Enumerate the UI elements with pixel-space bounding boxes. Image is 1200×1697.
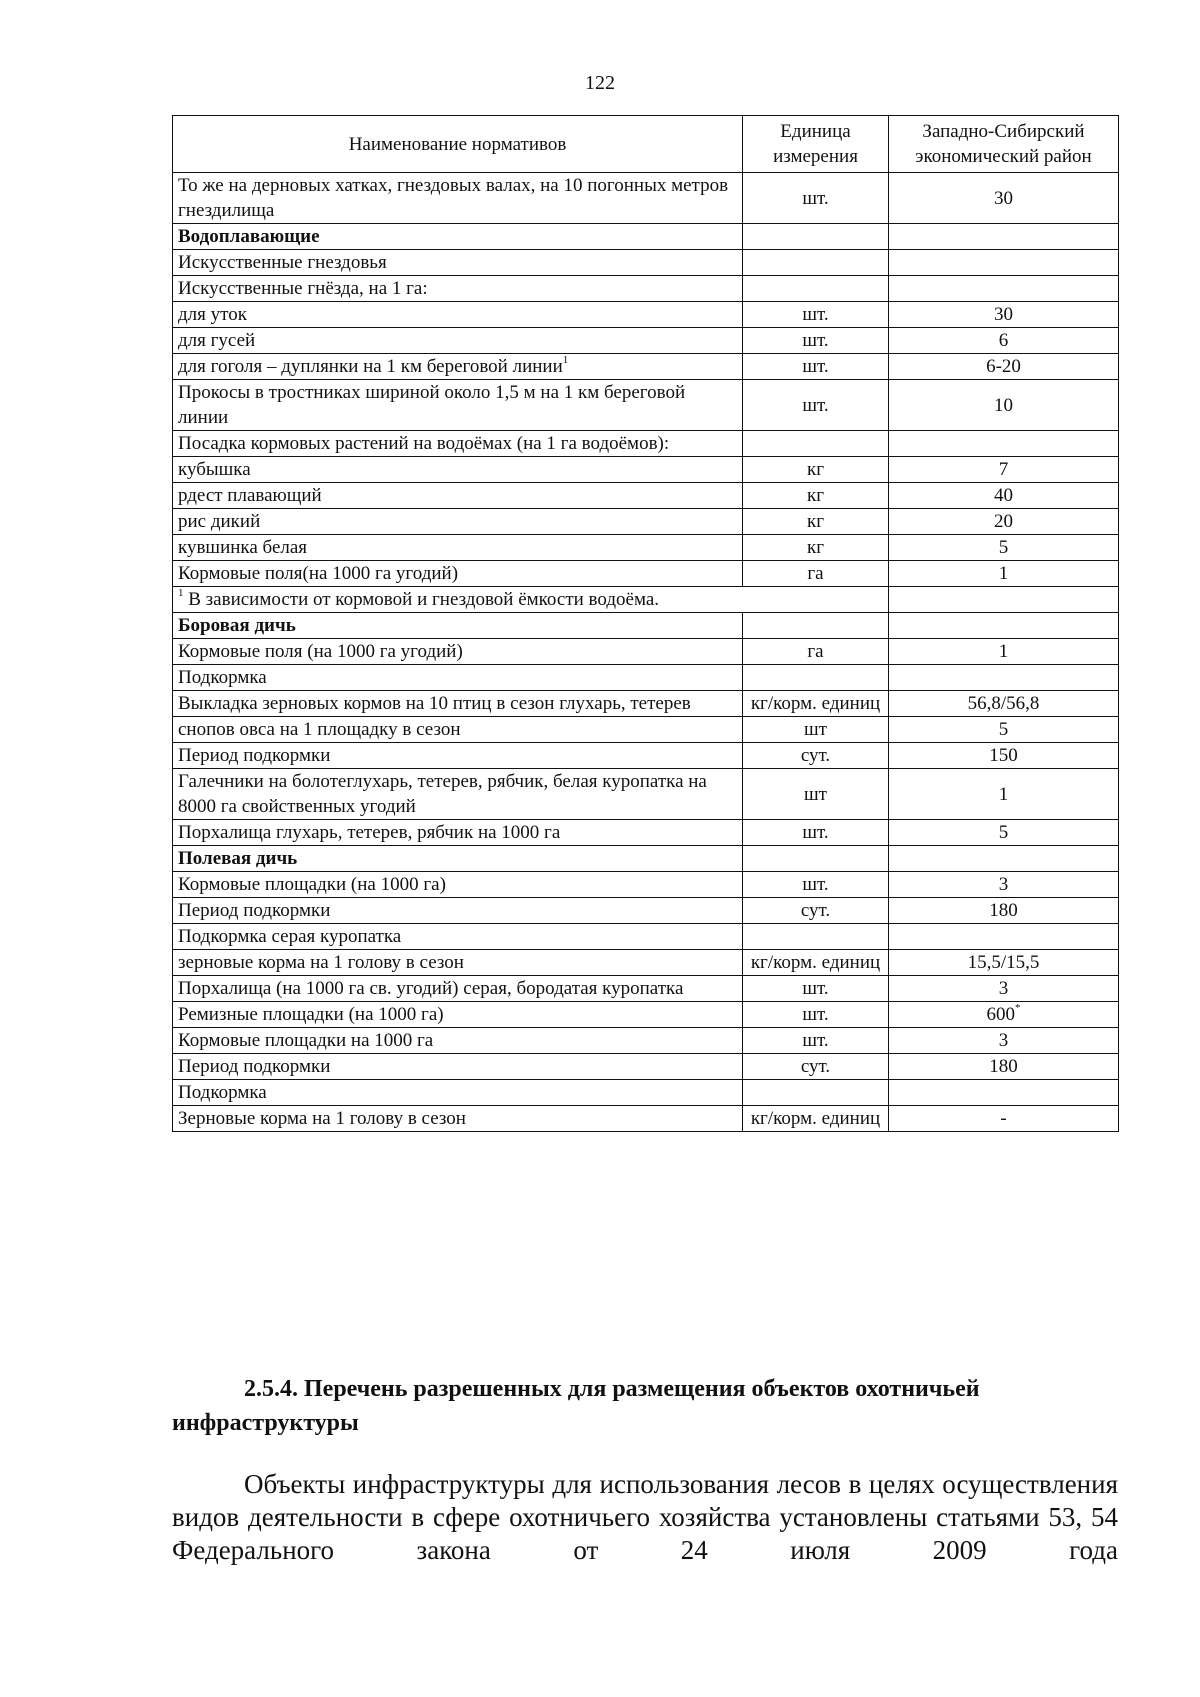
cell-name (173, 691, 743, 717)
table-row (173, 1002, 1119, 1028)
cell-value (889, 950, 1119, 976)
cell-value-text: 56,8/56,8 (967, 693, 1040, 714)
cell-name (173, 431, 743, 457)
table-row (173, 302, 1119, 328)
cell-value-text: 150 (989, 745, 1018, 766)
table-row (173, 950, 1119, 976)
cell-value-text: 6 (998, 330, 1009, 351)
cell-value-text: 20 (994, 511, 1013, 532)
table-row (173, 561, 1119, 587)
header-region: Западно-Сибирский экономический район (889, 116, 1119, 173)
cell-name-text: зерновые корма на 1 голову в сезон (178, 952, 464, 973)
cell-name (173, 1028, 743, 1054)
cell-name-text: снопов овса на 1 площадку в сезон (178, 719, 461, 740)
table-row (173, 380, 1119, 431)
cell-value (889, 535, 1119, 561)
cell-value-text: 1 (998, 783, 1009, 805)
table-row (173, 976, 1119, 1002)
cell-unit (743, 924, 889, 950)
cell-name-text: Кормовые площадки на 1000 га (178, 1030, 434, 1051)
cell-value (889, 846, 1119, 872)
cell-name (173, 639, 743, 665)
cell-name-text: для гусей (178, 330, 256, 351)
cell-value (889, 587, 1119, 613)
footnote-text: В зависимости от кормовой и гнездовой ёмкости водоёма. (188, 589, 660, 610)
cell-value (889, 1028, 1119, 1054)
cell-value (889, 639, 1119, 665)
cell-value (889, 717, 1119, 743)
table-row (173, 1106, 1119, 1132)
cell-value (889, 483, 1119, 509)
cell-unit: шт. (743, 302, 889, 328)
cell-name (173, 1054, 743, 1080)
cell-name (173, 535, 743, 561)
cell-value-text: 180 (989, 900, 1018, 921)
cell-unit: шт. (743, 380, 889, 431)
cell-unit: кг/корм. единиц (743, 691, 889, 717)
cell-value-text: 7 (998, 459, 1009, 480)
cell-name-text: Зерновые корма на 1 голову в сезон (178, 1108, 466, 1129)
cell-name (173, 457, 743, 483)
section-row (173, 224, 1119, 250)
cell-unit: кг (743, 483, 889, 509)
cell-value (889, 250, 1119, 276)
cell-name-text: Галечники на болотеглухарь, тетерев, рябчик, белая куропатка на 8000 га свойственных угодий (178, 771, 707, 817)
cell-name (173, 743, 743, 769)
cell-name-text: Ремизные площадки (на 1000 га) (178, 1004, 444, 1025)
table-row (173, 924, 1119, 950)
cell-name-text: кубышка (178, 459, 251, 480)
cell-value (889, 173, 1119, 224)
cell-name-text: Кормовые поля (на 1000 га угодий) (178, 641, 463, 662)
footnote-cell (173, 587, 889, 613)
cell-unit: сут. (743, 743, 889, 769)
cell-value-text: 10 (994, 394, 1013, 416)
cell-unit (743, 613, 889, 639)
cell-value-text: 3 (998, 978, 1009, 999)
cell-name-text: Водоплавающие (178, 226, 320, 247)
table-row (173, 898, 1119, 924)
cell-name (173, 820, 743, 846)
cell-unit: кг/корм. единиц (743, 1106, 889, 1132)
section-heading: 2.5.4. Перечень разрешенных для размещения объектов охотничьей инфраструктуры (172, 1376, 980, 1436)
section-row (173, 613, 1119, 639)
cell-value-text: 40 (994, 485, 1013, 506)
cell-value (889, 1054, 1119, 1080)
cell-value-text: 30 (994, 187, 1013, 209)
cell-value (889, 380, 1119, 431)
cell-value (889, 872, 1119, 898)
cell-name (173, 380, 743, 431)
footnote-row (173, 587, 1119, 613)
footnote-ref: 1 (562, 354, 569, 366)
cell-name-text: рдест плавающий (178, 485, 322, 506)
table-body (173, 173, 1119, 1132)
cell-value (889, 302, 1119, 328)
cell-value-text: 6-20 (986, 356, 1021, 377)
cell-name (173, 509, 743, 535)
cell-value (889, 665, 1119, 691)
cell-unit: шт (743, 769, 889, 820)
cell-value (889, 1002, 1119, 1028)
cell-name-text: Прокосы в тростниках шириной около 1,5 м на 1 км береговой линии (178, 382, 686, 428)
cell-value-text: 5 (998, 537, 1009, 558)
cell-unit: шт. (743, 354, 889, 380)
table-row (173, 483, 1119, 509)
table-row (173, 328, 1119, 354)
cell-name-text: Искусственные гнездовья (178, 252, 387, 273)
cell-unit: шт. (743, 976, 889, 1002)
cell-name-text: для гоголя – дуплянки на 1 км береговой линии (178, 356, 563, 377)
cell-name (173, 665, 743, 691)
cell-name-text: Выкладка зерновых кормов на 10 птиц в сезон глухарь, тетерев (178, 693, 691, 714)
cell-name-text: Подкормка (178, 667, 267, 688)
table-row (173, 276, 1119, 302)
cell-unit (743, 431, 889, 457)
cell-value (889, 431, 1119, 457)
cell-name (173, 1080, 743, 1106)
table-row (173, 457, 1119, 483)
cell-value (889, 276, 1119, 302)
cell-unit: кг (743, 535, 889, 561)
cell-value-text: 600 (986, 1004, 1015, 1025)
header-unit: Единица измерения (743, 116, 889, 173)
cell-value-text: 180 (989, 1056, 1018, 1077)
cell-name (173, 898, 743, 924)
cell-name-text: Период подкормки (178, 745, 331, 766)
cell-name-text: Кормовые площадки (на 1000 га) (178, 874, 446, 895)
cell-unit: шт. (743, 872, 889, 898)
cell-value-text: 3 (998, 1030, 1009, 1051)
cell-unit: шт. (743, 820, 889, 846)
cell-name-text: Искусственные гнёзда, на 1 га: (178, 278, 428, 299)
cell-value-text: 5 (998, 719, 1009, 740)
cell-name (173, 976, 743, 1002)
cell-unit: шт (743, 717, 889, 743)
table-row (173, 173, 1119, 224)
cell-value-text: 30 (994, 304, 1013, 325)
cell-unit: шт. (743, 1002, 889, 1028)
cell-value (889, 561, 1119, 587)
cell-unit: шт. (743, 328, 889, 354)
cell-name (173, 872, 743, 898)
cell-value (889, 976, 1119, 1002)
cell-name-text: Боровая дичь (178, 615, 296, 636)
cell-name (173, 950, 743, 976)
cell-value-text: 15,5/15,5 (967, 952, 1040, 973)
table-row (173, 1054, 1119, 1080)
cell-unit: га (743, 561, 889, 587)
cell-name (173, 1002, 743, 1028)
cell-name-text: Порхалища глухарь, тетерев, рябчик на 1000 га (178, 822, 561, 843)
table-row (173, 691, 1119, 717)
cell-value (889, 509, 1119, 535)
cell-unit: га (743, 639, 889, 665)
cell-name (173, 846, 743, 872)
norms-table (172, 115, 1119, 1132)
cell-value (889, 1080, 1119, 1106)
cell-name-text: кувшинка белая (178, 537, 308, 558)
cell-name-text: для уток (178, 304, 247, 325)
table-row (173, 1028, 1119, 1054)
cell-name-text: Период подкормки (178, 900, 331, 921)
table-row (173, 872, 1119, 898)
body-paragraph: Объекты инфраструктуры для использования лесов в целях осуществления видов деятельности в сфере охотничьего хозяйства установлены статьями 53, 54 Федерального закона от 24 июля 2009 года (172, 1469, 1118, 1565)
table-row (173, 820, 1119, 846)
cell-name-text: рис дикий (178, 511, 261, 532)
cell-name (173, 924, 743, 950)
cell-value (889, 820, 1119, 846)
page-number: 122 (585, 72, 615, 94)
cell-name-text: Порхалища (на 1000 га св. угодий) серая, бородатая куропатка (178, 978, 684, 999)
table-row (173, 431, 1119, 457)
cell-name (173, 1106, 743, 1132)
cell-value-text: 1 (998, 563, 1009, 584)
table-row (173, 639, 1119, 665)
cell-value (889, 691, 1119, 717)
cell-name (173, 328, 743, 354)
cell-unit (743, 846, 889, 872)
cell-value (889, 898, 1119, 924)
table-row (173, 250, 1119, 276)
value-mark: * (1015, 1002, 1021, 1014)
cell-value (889, 224, 1119, 250)
table-row (173, 509, 1119, 535)
table-row (173, 717, 1119, 743)
table-row (173, 1080, 1119, 1106)
cell-name-text: Кормовые поля(на 1000 га угодий) (178, 563, 459, 584)
cell-name (173, 173, 743, 224)
cell-unit (743, 224, 889, 250)
table-row (173, 354, 1119, 380)
cell-name-text: Период подкормки (178, 1056, 331, 1077)
cell-name (173, 354, 743, 380)
header-name: Наименование нормативов (173, 116, 743, 173)
footnote-marker: 1 (178, 587, 184, 599)
cell-name (173, 250, 743, 276)
cell-name (173, 483, 743, 509)
cell-value (889, 457, 1119, 483)
cell-name-text: Подкормка серая куропатка (178, 926, 402, 947)
cell-unit: кг/корм. единиц (743, 950, 889, 976)
table-row (173, 535, 1119, 561)
cell-unit: кг (743, 509, 889, 535)
cell-value (889, 924, 1119, 950)
cell-value (889, 743, 1119, 769)
cell-name (173, 302, 743, 328)
cell-name (173, 717, 743, 743)
table-row (173, 665, 1119, 691)
table-row (173, 769, 1119, 820)
cell-unit: кг (743, 457, 889, 483)
cell-unit (743, 1080, 889, 1106)
cell-unit: сут. (743, 1054, 889, 1080)
cell-value (889, 1106, 1119, 1132)
cell-name-text: То же на дерновых хатках, гнездовых валах, на 10 погонных метров гнездилища (178, 175, 729, 221)
table-row (173, 743, 1119, 769)
cell-value (889, 769, 1119, 820)
cell-value-text: 3 (998, 874, 1009, 895)
cell-name (173, 613, 743, 639)
cell-unit: шт. (743, 173, 889, 224)
cell-value (889, 328, 1119, 354)
cell-name-text: Полевая дичь (178, 848, 298, 869)
cell-name-text: Подкормка (178, 1082, 267, 1103)
cell-unit (743, 276, 889, 302)
cell-name (173, 276, 743, 302)
cell-value (889, 354, 1119, 380)
section-row (173, 846, 1119, 872)
cell-value (889, 613, 1119, 639)
cell-name (173, 224, 743, 250)
cell-unit (743, 665, 889, 691)
cell-value-text: 5 (998, 822, 1009, 843)
cell-unit: сут. (743, 898, 889, 924)
cell-value-text: 1 (998, 641, 1009, 662)
cell-name (173, 561, 743, 587)
cell-name-text: Посадка кормовых растений на водоёмах (на 1 га водоёмов): (178, 433, 670, 454)
table-header-row (173, 116, 1119, 173)
cell-unit (743, 250, 889, 276)
cell-value-text: - (1000, 1108, 1007, 1129)
cell-name (173, 769, 743, 820)
cell-unit: шт. (743, 1028, 889, 1054)
